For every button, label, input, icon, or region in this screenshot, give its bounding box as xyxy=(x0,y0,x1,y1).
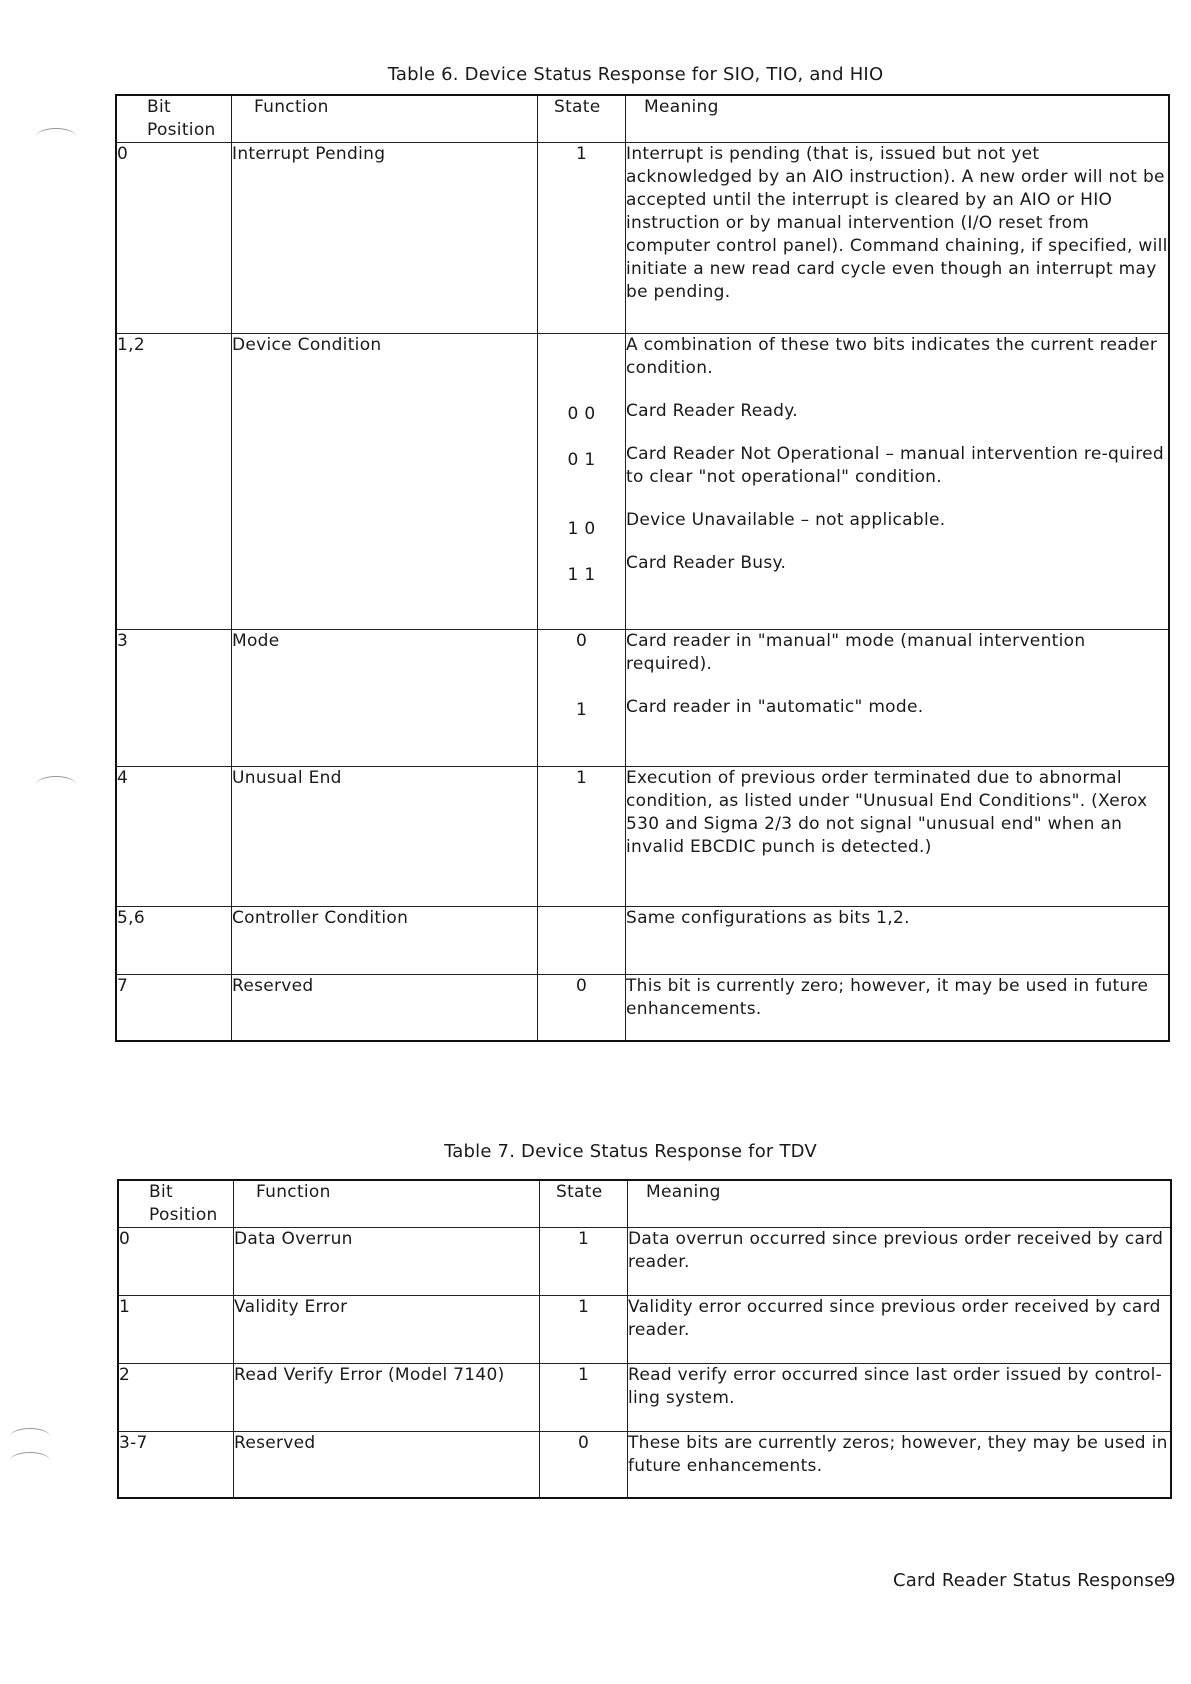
header-meaning: Meaning xyxy=(626,95,1170,143)
state-cell xyxy=(540,1228,628,1296)
state-value: 1 1 xyxy=(567,565,596,585)
bit-cell: 4 xyxy=(116,767,232,907)
function-cell: Read Verify Error (Model 7140) xyxy=(234,1364,540,1432)
meaning-cell xyxy=(628,1228,1172,1296)
table-row xyxy=(118,1432,1171,1498)
meaning-text: These bits are currently zeros; however, they may be used in future enhancements. xyxy=(628,1433,1168,1476)
header-function: Function xyxy=(234,1180,540,1228)
state-value: 1 xyxy=(575,700,588,720)
meaning-text: Card Reader Ready. xyxy=(626,401,798,421)
state-value: 1 xyxy=(575,144,588,164)
function-cell: Controller Condition xyxy=(232,907,538,975)
function-cell: Data Overrun xyxy=(234,1228,540,1296)
hole-punch-mark xyxy=(36,128,76,145)
meaning-cell xyxy=(628,1432,1172,1498)
meaning-text: Validity error occurred since previous order received by card reader. xyxy=(628,1297,1161,1340)
bit-cell: 1,2 xyxy=(116,334,232,630)
meaning-text: Card reader in "automatic" mode. xyxy=(626,697,924,717)
state-value: 1 0 xyxy=(567,519,596,539)
meaning-text: Same configurations as bits 1,2. xyxy=(626,908,910,928)
bit-cell: 0 xyxy=(118,1228,234,1296)
table6-header-row xyxy=(116,95,1169,143)
bit-cell: 7 xyxy=(116,975,232,1041)
state-cell xyxy=(538,143,626,334)
bit-cell: 1 xyxy=(118,1296,234,1364)
page-number: 9 xyxy=(1164,1570,1176,1591)
state-cell xyxy=(538,975,626,1041)
state-value: 1 xyxy=(577,1365,590,1385)
table-row xyxy=(116,143,1169,334)
meaning-text: A combination of these two bits indicates the current reader condition. xyxy=(626,335,1158,378)
header-function: Function xyxy=(232,95,538,143)
table7-caption: Table 7. Device Status Response for TDV xyxy=(444,1141,817,1162)
state-cell xyxy=(540,1296,628,1364)
bit-cell: 3-7 xyxy=(118,1432,234,1498)
meaning-text: Execution of previous order terminated due to abnormal condition, as listed under "Unusual End Conditions". (Xerox 530 and Sigma 2/3 do not signal "unusual end" when an invalid EBCDIC punch is detected.) xyxy=(626,768,1148,857)
meaning-text: Card Reader Not Operational – manual intervention re-quired to clear "not operational" condition. xyxy=(626,444,1164,487)
header-state: State xyxy=(540,1180,628,1228)
function-cell: Reserved xyxy=(232,975,538,1041)
meaning-cell xyxy=(626,975,1170,1041)
bit-cell: 0 xyxy=(116,143,232,334)
table-row xyxy=(116,975,1169,1041)
header-bit-position: Bit Position xyxy=(118,1180,234,1228)
meaning-cell xyxy=(628,1364,1172,1432)
state-value: 0 0 xyxy=(567,404,596,424)
state-value: 0 xyxy=(575,976,588,996)
state-value: 0 1 xyxy=(567,450,596,470)
state-value: 1 xyxy=(577,1297,590,1317)
state-value: 0 xyxy=(577,1433,590,1453)
state-value: 1 xyxy=(577,1229,590,1249)
hole-punch-mark xyxy=(10,1428,50,1445)
state-cell xyxy=(540,1432,628,1498)
meaning-text: Card Reader Busy. xyxy=(626,553,787,573)
header-meaning: Meaning xyxy=(628,1180,1172,1228)
bit-cell: 3 xyxy=(116,630,232,767)
table-row xyxy=(116,630,1169,767)
table-row xyxy=(118,1364,1171,1432)
meaning-text: Device Unavailable – not applicable. xyxy=(626,510,946,530)
table7-header-row xyxy=(118,1180,1171,1228)
function-cell: Device Condition xyxy=(232,334,538,630)
table-row xyxy=(118,1228,1171,1296)
meaning-cell xyxy=(626,334,1170,630)
state-cell xyxy=(538,907,626,975)
function-cell: Mode xyxy=(232,630,538,767)
table-row xyxy=(116,907,1169,975)
table-row xyxy=(116,334,1169,630)
meaning-cell xyxy=(626,143,1170,334)
meaning-cell xyxy=(626,907,1170,975)
state-cell xyxy=(538,767,626,907)
meaning-cell xyxy=(626,767,1170,907)
meaning-text: Card reader in "manual" mode (manual intervention required). xyxy=(626,631,1086,674)
state-cell xyxy=(538,334,626,630)
header-bit-position: Bit Position xyxy=(116,95,232,143)
meaning-text: Interrupt is pending (that is, issued but not yet acknowledged by an AIO instruction). A new order will not be accepted until the interrupt is cleared by an AIO or HIO instruction or by manual intervention (I/O reset from computer control panel). Command chaining, if specified, will initiate a new read card cycle even though an interrupt may be pending. xyxy=(626,144,1168,302)
table6-caption: Table 6. Device Status Response for SIO, TIO, and HIO xyxy=(387,64,884,85)
table-row xyxy=(116,767,1169,907)
bit-cell: 5,6 xyxy=(116,907,232,975)
table7 xyxy=(117,1179,1172,1499)
function-cell: Interrupt Pending xyxy=(232,143,538,334)
meaning-cell xyxy=(626,630,1170,767)
state-cell xyxy=(538,630,626,767)
function-cell: Validity Error xyxy=(234,1296,540,1364)
state-value: 0 xyxy=(575,631,588,651)
state-value xyxy=(538,334,625,403)
table-row xyxy=(118,1296,1171,1364)
hole-punch-mark xyxy=(36,776,76,793)
header-state: State xyxy=(538,95,626,143)
state-cell xyxy=(540,1364,628,1432)
state-value: 1 xyxy=(575,768,588,788)
meaning-text: This bit is currently zero; however, it may be used in future enhancements. xyxy=(626,976,1149,1019)
function-cell: Unusual End xyxy=(232,767,538,907)
meaning-cell xyxy=(628,1296,1172,1364)
meaning-text: Data overrun occurred since previous order received by card reader. xyxy=(628,1229,1164,1272)
footer-section-title: Card Reader Status Response xyxy=(893,1570,1166,1591)
function-cell: Reserved xyxy=(234,1432,540,1498)
table6 xyxy=(115,94,1170,1042)
bit-cell: 2 xyxy=(118,1364,234,1432)
hole-punch-mark xyxy=(10,1452,50,1469)
meaning-text: Read verify error occurred since last order issued by control-ling system. xyxy=(628,1365,1163,1408)
state-value xyxy=(538,907,625,930)
